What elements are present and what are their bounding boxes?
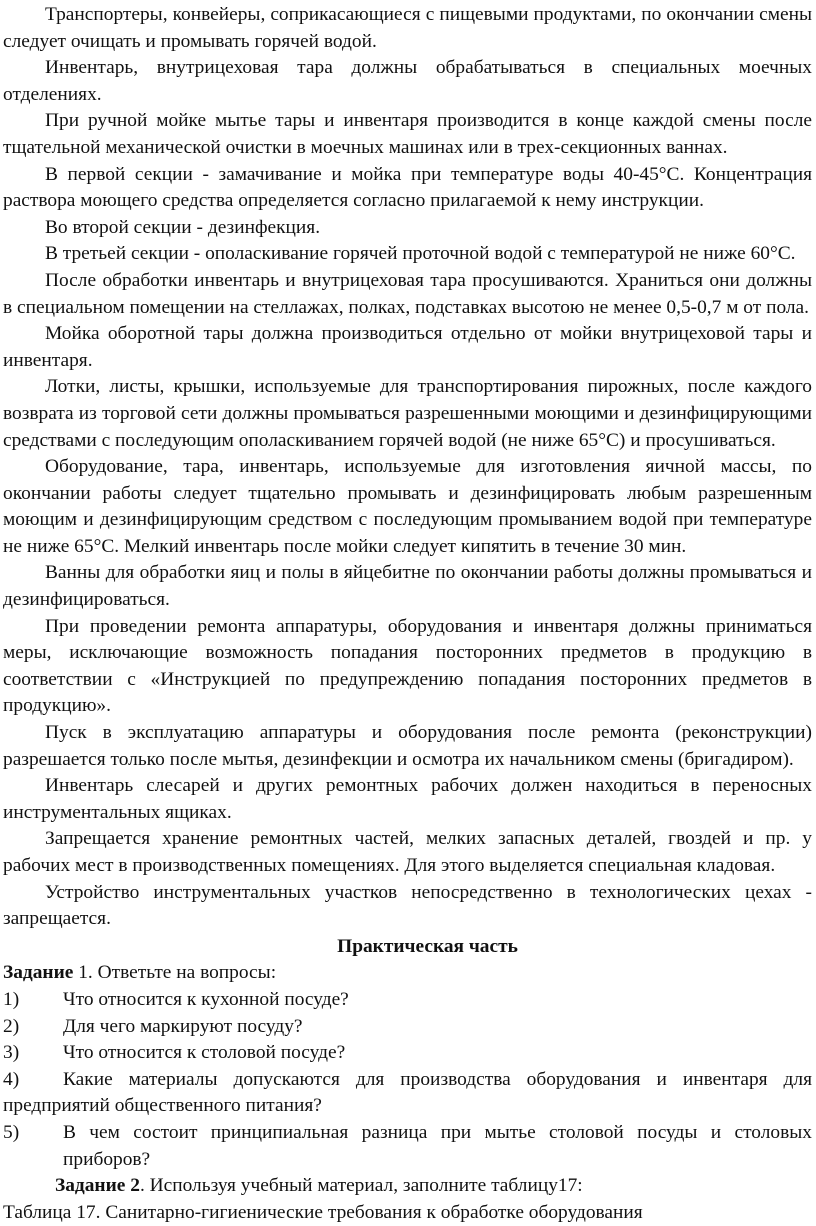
- question-number: 3): [3, 1042, 20, 1064]
- paragraph: Транспортеры, конвейеры, соприкасающиеся с пищевыми продуктами, по окончании смены следует очищать и промывать горячей водой.: [3, 4, 812, 52]
- question-number: 5): [3, 1121, 20, 1143]
- paragraph: Мойка оборотной тары должна производиться отдельно от мойки внутрицеховой тары и инвентаря.: [3, 323, 812, 371]
- question-item: [3, 1067, 812, 1094]
- paragraph: При ручной мойке мытье тары и инвентаря производится в конце каждой смены после тщательной механической очистки в моечных машинах или в трех-секционных ваннах.: [3, 110, 812, 158]
- table-caption: Таблица 17. Санитарно-гигиенические требования к обработке оборудования: [3, 1201, 643, 1223]
- task1-label: Задание: [3, 962, 74, 984]
- paragraph: Запрещается хранение ремонтных частей, мелких запасных деталей, гвоздей и пр. у рабочих мест в производственных помещениях. Для этого выделяется специальная кладовая.: [3, 828, 812, 876]
- paragraph: Устройство инструментальных участков непосредственно в технологических цехах - запрещается.: [3, 881, 812, 930]
- question-text: В чем состоит принципиальная разница при мытье столовой посуды и столовых приборов?: [63, 1121, 812, 1170]
- question-item: [3, 1040, 812, 1067]
- section-heading: Практическая часть: [337, 935, 518, 957]
- question-text: Что относится к кухонной посуде?: [63, 988, 349, 1010]
- paragraph: В первой секции - замачивание и мойка при температуре воды 40-45°С. Концентрация раствора моющего средства определяется согласно прилагаемой к нему инструкции.: [3, 163, 812, 212]
- paragraph: Инвентарь, внутрицеховая тара должны обрабатываться в специальных моечных отделениях.: [3, 57, 812, 105]
- question-text: Что относится к столовой посуде?: [63, 1042, 346, 1064]
- paragraph: В третьей секции - ополаскивание горячей проточной водой с температурой не ниже 60°С.: [45, 243, 796, 265]
- task1-line: [3, 960, 812, 987]
- task2-text: . Используя учебный материал, заполните таблицу17:: [139, 1175, 583, 1197]
- paragraph: При проведении ремонта аппаратуры, оборудования и инвентаря должны приниматься меры, исключающие возможность попадания посторонних предметов в продукцию в соответствии с «Инструкцией по предупреждению попадания посторонних предметов в продукцию».: [3, 615, 812, 717]
- paragraph: Ванны для обработки яиц и полы в яйцебитне по окончании работы должны промываться и дезинфицироваться.: [3, 562, 812, 611]
- question-number: 2): [3, 1015, 20, 1037]
- paragraph: Инвентарь слесарей и других ремонтных рабочих должен находиться в переносных инструментальных ящиках.: [3, 775, 812, 823]
- question-text: Для чего маркируют посуду?: [63, 1015, 303, 1037]
- paragraph: Пуск в эксплуатацию аппаратуры и оборудования после ремонта (реконструкции) разрешается только после мытья, дезинфекции и осмотра их начальником смены (бригадиром).: [3, 722, 812, 770]
- paragraph: Во второй секции - дезинфекция.: [45, 216, 321, 238]
- task2-label: Задание 2: [55, 1175, 140, 1197]
- task2-line: [3, 1173, 812, 1200]
- question-continuation: предприятий общественного питания?: [3, 1095, 322, 1117]
- paragraph: Оборудование, тара, инвентарь, используемые для изготовления яичной массы, по окончании работы следует тщательно промывать и дезинфицировать любым разрешенным моющим и дезинфицирующим средством с последующим промыванием водой при температуре не ниже 65°С. Мелкий инвентарь после мойки следует кипятить в течение 30 мин.: [3, 456, 812, 557]
- question-number: 4): [3, 1068, 20, 1090]
- question-item: [3, 987, 812, 1014]
- paragraph: После обработки инвентарь и внутрицеховая тара просушиваются. Храниться они должны в специальном помещении на стеллажах, полках, подставках высотою не менее 0,5-0,7 м от пола.: [3, 269, 812, 318]
- task1-text: 1. Ответьте на вопросы:: [73, 962, 277, 984]
- question-text: Какие материалы допускаются для производства оборудования и инвентаря для: [63, 1068, 812, 1090]
- question-item: [3, 1014, 812, 1041]
- paragraph: Лотки, листы, крышки, используемые для транспортирования пирожных, после каждого возврата из торговой сети должны промываться разрешенными моющими и дезинфицирующими средствами с последующим ополаскиванием горячей водой (не ниже 65°С) и просушиваться.: [3, 376, 812, 451]
- question-number: 1): [3, 988, 20, 1010]
- question-item: [3, 1120, 812, 1173]
